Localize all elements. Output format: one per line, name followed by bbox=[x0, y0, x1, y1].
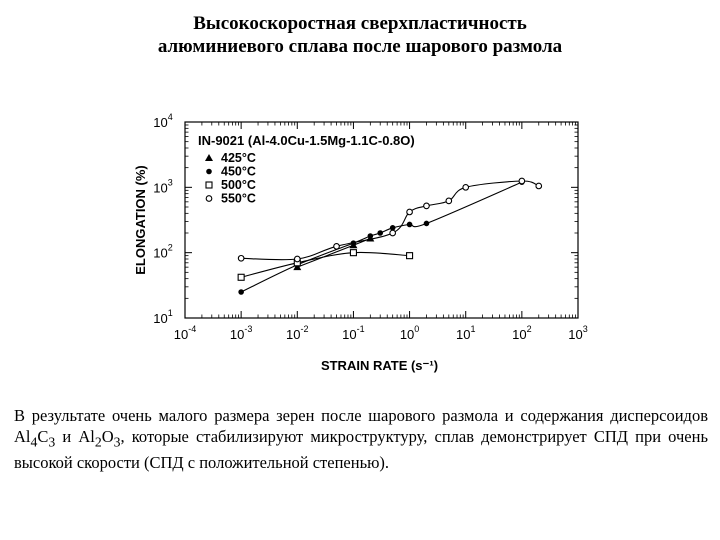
legend-marker-4 bbox=[206, 196, 212, 202]
data-point-s2 bbox=[351, 240, 357, 246]
data-point-s2 bbox=[368, 233, 374, 239]
data-point-s2 bbox=[407, 222, 413, 228]
data-point-s3 bbox=[238, 274, 244, 280]
y-tick-label: $10^1$ bbox=[153, 308, 173, 326]
desc-sub-2: 3 bbox=[48, 434, 56, 450]
series-curve-4 bbox=[241, 181, 539, 260]
data-point-s2 bbox=[424, 221, 430, 227]
desc-text-5: , которые стабилизируют микроструктуру, сплав демонстрирует СПД при очень высокой скорости (СПД с положительной степенью). bbox=[14, 427, 708, 473]
data-point-s4 bbox=[407, 209, 413, 215]
y-axis-label: ELONGATION (%) bbox=[133, 165, 148, 275]
data-point-s2 bbox=[238, 289, 244, 295]
data-point-s4 bbox=[334, 244, 340, 250]
data-point-s3 bbox=[407, 253, 413, 259]
data-point-s4 bbox=[424, 203, 430, 209]
data-point-s4 bbox=[390, 230, 396, 236]
x-tick-label: $10^{-2}$ bbox=[286, 324, 309, 342]
x-tick-label: $10^{-4}$ bbox=[173, 324, 197, 342]
data-point-s4 bbox=[294, 256, 300, 262]
title-line-2: алюминиевого сплава после шарового размола bbox=[157, 36, 563, 57]
legend-label-2: 450°C bbox=[221, 164, 256, 179]
desc-sub-4: 3 bbox=[113, 434, 121, 450]
chart-title: IN-9021 (Al-4.0Cu-1.5Mg-1.1C-0.8O) bbox=[198, 133, 415, 148]
desc-text-1: В результате очень малого размера зерен после шарового размола и содержания дисперсоидов Al bbox=[14, 406, 708, 446]
x-tick-label: $10^1$ bbox=[455, 324, 476, 342]
desc-text-2: C bbox=[37, 427, 49, 446]
legend-marker-3 bbox=[206, 182, 212, 188]
x-axis-label: STRAIN RATE (s⁻¹) bbox=[320, 358, 439, 373]
legend-label-4: 550°C bbox=[221, 191, 256, 206]
x-tick-label: $10^3$ bbox=[568, 324, 588, 342]
desc-sub-1: 4 bbox=[30, 434, 38, 450]
y-tick-label: $10^3$ bbox=[153, 177, 173, 196]
data-point-s4 bbox=[536, 183, 542, 189]
desc-sub-3: 2 bbox=[94, 434, 102, 450]
title-line-1: Высокоскоростная сверхпластичность bbox=[193, 13, 527, 34]
data-point-s4 bbox=[446, 198, 452, 204]
desc-text-4: O bbox=[101, 427, 114, 446]
legend-label-3: 500°C bbox=[221, 178, 256, 192]
legend-marker-2 bbox=[206, 169, 212, 175]
data-point-s3 bbox=[350, 250, 356, 256]
y-tick-label: $10^4$ bbox=[153, 112, 173, 130]
data-point-s2 bbox=[377, 230, 383, 236]
data-point-s4 bbox=[463, 185, 469, 191]
data-point-s4 bbox=[519, 178, 525, 184]
x-tick-label: $10^2$ bbox=[512, 324, 532, 342]
y-tick-label: $10^2$ bbox=[153, 242, 173, 261]
legend-marker-1 bbox=[205, 154, 213, 161]
desc-text-3: и Al bbox=[55, 427, 95, 446]
legend-label-1: 425°C bbox=[221, 151, 256, 165]
x-tick-label: $10^{-3}$ bbox=[229, 324, 253, 342]
data-point-s4 bbox=[238, 255, 244, 261]
x-tick-label: $10^0$ bbox=[399, 324, 420, 342]
slide-description bbox=[14, 405, 708, 473]
x-tick-label: $10^{-1}$ bbox=[342, 324, 365, 342]
